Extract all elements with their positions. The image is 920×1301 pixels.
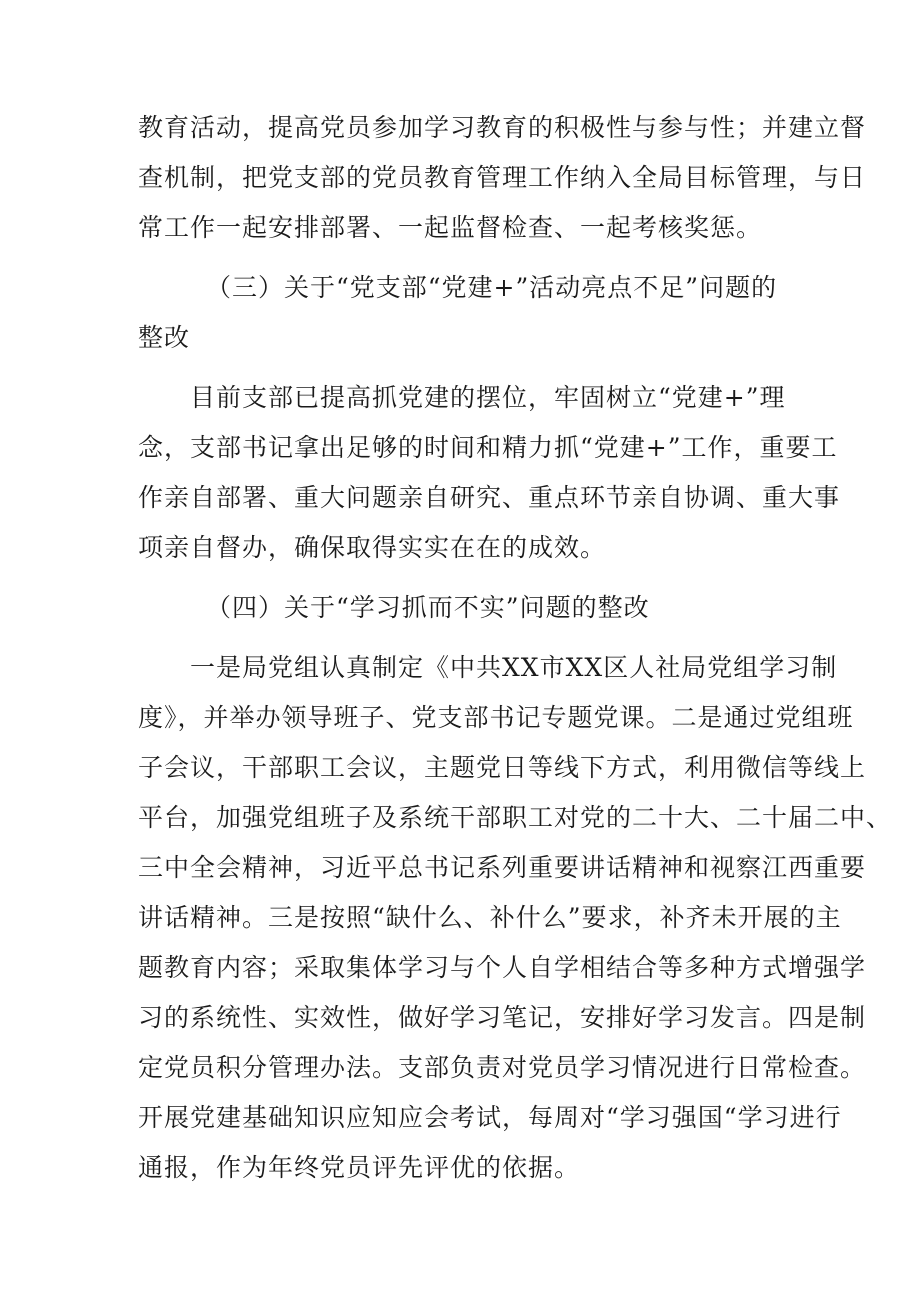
- text-line: 题教育内容；采取集体学习与个人自学相结合等多种方式增强学: [138, 953, 867, 982]
- text-line: 常工作一起安排部署、一起监督检查、一起考核奖惩。: [138, 213, 763, 242]
- heading-line: （三）关于“党支部“党建+”活动亮点不足”问题的: [206, 273, 778, 302]
- text-line: 定党员积分管理办法。支部负责对党员学习情况进行日常检查。: [138, 1053, 867, 1082]
- text-line: 教育活动，提高党员参加学习教育的积极性与参与性；并建立督: [138, 113, 867, 142]
- text-line: 念，支部书记拿出足够的时间和精力抓“党建+”工作，重要工: [138, 433, 838, 462]
- text-line: 讲话精神。三是按照“缺什么、补什么”要求，补齐未开展的主: [138, 903, 842, 932]
- text-line: 平台，加强党组班子及系统干部职工对党的二十大、二十届二中、: [138, 803, 893, 832]
- text-line: 查机制，把党支部的党员教育管理工作纳入全局目标管理，与日: [138, 163, 867, 192]
- text-line: 一是局党组认真制定《中共XX市XX区人社局党组学习制: [190, 653, 838, 682]
- text-line: 三中全会精神，习近平总书记系列重要讲话精神和视察江西重要: [138, 853, 867, 882]
- text-line: 子会议，干部职工会议，主题党日等线下方式，利用微信等线上: [138, 753, 867, 782]
- heading-line: 整改: [138, 323, 191, 352]
- text-line: 开展党建基础知识应知应会考试，每周对“学习强国“学习进行: [138, 1103, 842, 1132]
- text-line: 习的系统性、实效性，做好学习笔记，安排好学习发言。四是制: [138, 1003, 867, 1032]
- text-line: 度》，并举办领导班子、党支部书记专题党课。二是通过党组班: [138, 703, 854, 732]
- text-line: 项亲自督办，确保取得实实在在的成效。: [138, 533, 607, 562]
- text-line: 目前支部已提高抓党建的摆位，牢固树立“党建+”理: [190, 383, 786, 412]
- text-line: 通报，作为年终党员评先评优的依据。: [138, 1153, 581, 1182]
- heading-line: （四）关于“学习抓而不实”问题的整改: [206, 593, 650, 622]
- text-line: 作亲自部署、重大问题亲自研究、重点环节亲自协调、重大事: [138, 483, 841, 512]
